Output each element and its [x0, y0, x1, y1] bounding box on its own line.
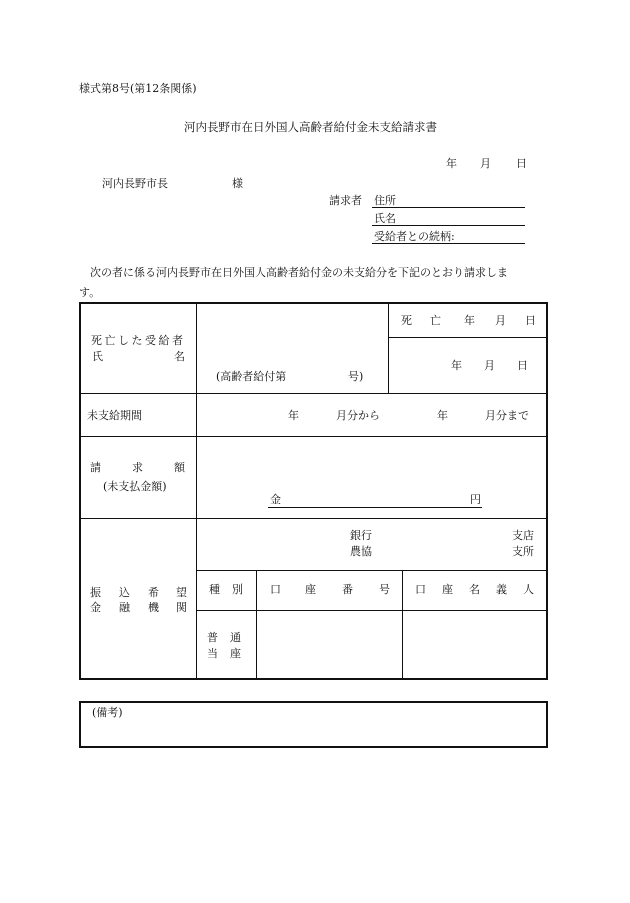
statement-line-1: 次の者に係る河内長野市在日外国人高齢者給付金の未支給分を下記のとおり請求しま	[90, 266, 508, 279]
claimant-address-label: 住所	[374, 194, 396, 207]
bank-label-char: 関	[176, 601, 187, 614]
claimant-name-line[interactable]	[372, 225, 525, 226]
date-month-label: 月	[480, 157, 491, 170]
bank-name-divider	[196, 570, 548, 571]
bank-label-char: 振	[90, 586, 101, 599]
death-header-char: 日	[525, 314, 536, 327]
document-title: 河内長野市在日外国人高齢者給付金未支給請求書	[184, 120, 437, 134]
kind-header-char: 種	[209, 583, 220, 596]
death-header-char: 亡	[430, 314, 441, 327]
claimant-address-line[interactable]	[372, 207, 525, 208]
claimant-relation-label: 受給者との続柄:	[374, 230, 455, 243]
row-divider	[79, 436, 548, 437]
amount-suffix: 円	[470, 493, 481, 506]
account-name-header-char: 名	[469, 583, 480, 596]
row-divider	[79, 393, 548, 394]
from-month-label: 月分から	[336, 409, 380, 422]
bank-label-char: 込	[119, 586, 130, 599]
death-month-label: 月	[484, 359, 495, 372]
form-number: 様式第8号(第12条関係)	[79, 82, 197, 95]
claimant-relation-line[interactable]	[372, 243, 525, 244]
branch-type-label: 支所	[512, 545, 534, 558]
death-header-char: 年	[464, 314, 475, 327]
bank-label-char: 金	[90, 601, 101, 614]
bank-type-label: 銀行	[350, 529, 372, 542]
kind-option-char: 通	[230, 631, 241, 644]
claim-amount-sub-label: (未支払金額)	[103, 480, 167, 493]
death-header-char: 月	[495, 314, 506, 327]
deceased-name-char-1: 氏	[92, 350, 103, 363]
bank-label-char: 機	[148, 601, 159, 614]
claim-amount-field[interactable]	[268, 507, 482, 508]
branch-type-label: 支店	[512, 529, 534, 542]
to-year-label: 年	[437, 409, 448, 422]
account-header-divider	[196, 610, 548, 611]
account-no-column-divider	[402, 570, 403, 680]
death-year-label: 年	[451, 359, 462, 372]
addressee: 河内長野市長	[102, 177, 168, 190]
account-no-header-char: 座	[305, 583, 316, 596]
kind-option-char: 座	[230, 647, 241, 660]
account-no-header-char: 口	[270, 583, 281, 596]
account-no-header-char: 号	[379, 583, 390, 596]
kind-option-char: 当	[207, 647, 218, 660]
death-header-char: 死	[401, 314, 412, 327]
account-name-header-char: 座	[442, 583, 453, 596]
kind-column-divider	[256, 570, 257, 680]
unpaid-period-label: 未支給期間	[87, 409, 142, 422]
statement-line-2: す。	[79, 286, 101, 299]
benefit-number-prefix: (高齢者給付第	[216, 370, 287, 383]
claim-amount-char: 求	[132, 461, 143, 474]
bank-label-char: 希	[148, 586, 159, 599]
deceased-name-char-2: 名	[174, 350, 185, 363]
account-number-field[interactable]	[258, 612, 400, 678]
from-year-label: 年	[288, 409, 299, 422]
account-name-header-char: 義	[496, 583, 507, 596]
death-day-label: 日	[517, 359, 528, 372]
account-name-header-char: 口	[415, 583, 426, 596]
label-column-divider	[196, 302, 197, 680]
claim-amount-char: 額	[174, 461, 185, 474]
account-holder-field[interactable]	[404, 612, 546, 678]
bank-type-label: 農協	[350, 545, 372, 558]
claimant-name-label: 氏名	[374, 212, 396, 225]
date-day-label: 日	[516, 157, 527, 170]
kind-header-char: 別	[232, 583, 243, 596]
remarks-label: (備考)	[92, 706, 123, 719]
benefit-number-suffix: 号)	[348, 370, 364, 383]
date-year-label: 年	[446, 157, 457, 170]
bank-label-char: 望	[176, 586, 187, 599]
bank-label-char: 融	[119, 601, 130, 614]
claim-amount-char: 請	[90, 461, 101, 474]
to-month-label: 月分まで	[485, 409, 529, 422]
addressee-suffix: 様	[232, 177, 243, 190]
account-name-header-char: 人	[523, 583, 534, 596]
row-divider	[79, 518, 548, 519]
amount-prefix: 金	[270, 493, 281, 506]
death-date-divider	[388, 337, 548, 338]
kind-option-char: 普	[207, 631, 218, 644]
account-no-header-char: 番	[342, 583, 353, 596]
remarks-box[interactable]	[79, 701, 548, 748]
deceased-label: 死亡した受給者	[91, 334, 186, 347]
death-date-column-divider	[388, 302, 389, 393]
claimant-label: 請求者	[329, 194, 362, 207]
